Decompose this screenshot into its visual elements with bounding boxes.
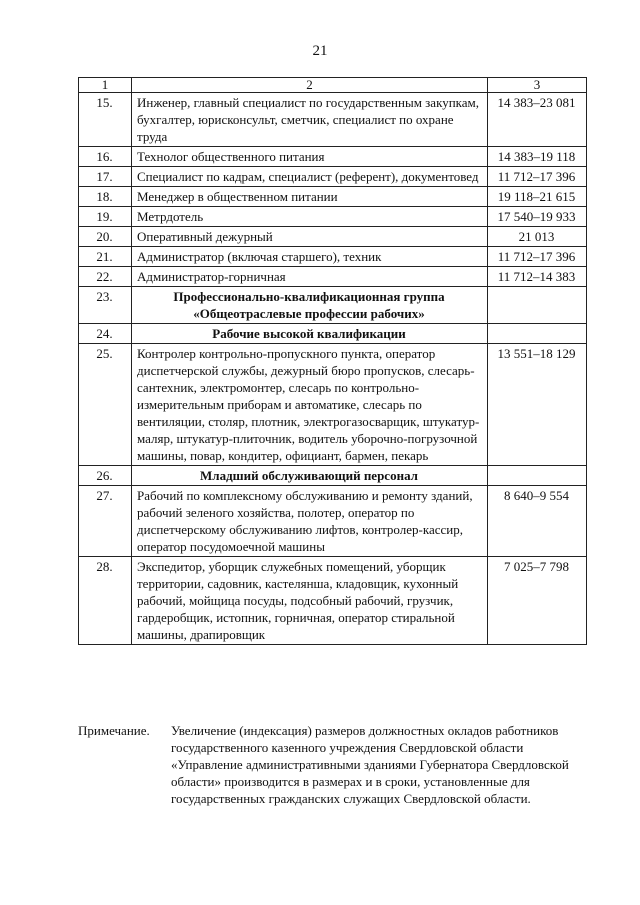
- row-number: 27.: [79, 486, 132, 557]
- salary-range: 11 712–17 396: [488, 247, 587, 267]
- salary-range: [488, 466, 587, 486]
- row-number: 18.: [79, 187, 132, 207]
- group-title: Младший обслуживающий персонал: [132, 466, 488, 486]
- salary-range: 8 640–9 554: [488, 486, 587, 557]
- row-number: 24.: [79, 324, 132, 344]
- table-row: [79, 344, 587, 466]
- table-group-row: [79, 287, 587, 324]
- row-number: 23.: [79, 287, 132, 324]
- salary-table: [78, 77, 587, 645]
- row-number: 28.: [79, 557, 132, 645]
- position-title: Метрдотель: [132, 207, 488, 227]
- column-header-number: 1: [79, 78, 132, 93]
- column-header-salary: 3: [488, 78, 587, 93]
- salary-range: 19 118–21 615: [488, 187, 587, 207]
- salary-range: 11 712–14 383: [488, 267, 587, 287]
- table-row: [79, 557, 587, 645]
- table-row: [79, 93, 587, 147]
- group-title: Профессионально-квалификационная группа «Общеотраслевые профессии рабочих»: [132, 287, 488, 324]
- note-text: Увеличение (индексация) размеров должностных окладов работников государственного казенного учреждения Свердловской области «Управление административными зданиями Губернатора Свердловской области» производится в размерах и в сроки, установленные для государственных гражданских служащих Свердловской области.: [171, 723, 569, 806]
- position-title: Администратор (включая старшего), техник: [132, 247, 488, 267]
- position-title: Технолог общественного питания: [132, 147, 488, 167]
- table-row: [79, 267, 587, 287]
- salary-range: 21 013: [488, 227, 587, 247]
- salary-range: 14 383–19 118: [488, 147, 587, 167]
- table-row: [79, 227, 587, 247]
- salary-range: 14 383–23 081: [488, 93, 587, 147]
- note-label: Примечание.: [78, 723, 150, 738]
- row-number: 19.: [79, 207, 132, 227]
- salary-range: [488, 324, 587, 344]
- row-number: 16.: [79, 147, 132, 167]
- table-row: [79, 147, 587, 167]
- position-title: Рабочий по комплексному обслуживанию и ремонту зданий, рабочий зеленого хозяйства, полотер, оператор по диспетчерскому обслуживанию лифтов, контролер-кассир, оператор посудомоечной машины: [132, 486, 488, 557]
- row-number: 22.: [79, 267, 132, 287]
- row-number: 25.: [79, 344, 132, 466]
- salary-range: 17 540–19 933: [488, 207, 587, 227]
- table-header-row: [79, 78, 587, 93]
- table-row: [79, 486, 587, 557]
- table-group-row: [79, 466, 587, 486]
- table-group-row: [79, 324, 587, 344]
- salary-range: 13 551–18 129: [488, 344, 587, 466]
- row-number: 15.: [79, 93, 132, 147]
- row-number: 21.: [79, 247, 132, 267]
- position-title: Экспедитор, уборщик служебных помещений, уборщик территории, садовник, кастелянша, кладовщик, кухонный рабочий, мойщица посуды, подсобный рабочий, грузчик, гардеробщик, истопник, горничная, оператор стиральной машины, драпировщик: [132, 557, 488, 645]
- position-title: Инженер, главный специалист по государственным закупкам, бухгалтер, юрисконсульт, сметчик, специалист по охране труда: [132, 93, 488, 147]
- group-title: Рабочие высокой квалификации: [132, 324, 488, 344]
- column-header-position: 2: [132, 78, 488, 93]
- table-row: [79, 207, 587, 227]
- position-title: Оперативный дежурный: [132, 227, 488, 247]
- position-title: Администратор-горничная: [132, 267, 488, 287]
- salary-range: 11 712–17 396: [488, 167, 587, 187]
- position-title: Контролер контрольно-пропускного пункта, оператор диспетчерской службы, дежурный бюро пропусков, слесарь-сантехник, электромонтер, слесарь по контрольно-измерительным приборам и автоматике, слесарь по вентиляции, столяр, плотник, электрогазосварщик, штукатур-маляр, штукатур-плиточник, водитель уборочно-погрузочной машины, повар, кондитер, официант, бармен, пекарь: [132, 344, 488, 466]
- row-number: 17.: [79, 167, 132, 187]
- row-number: 26.: [79, 466, 132, 486]
- table-row: [79, 187, 587, 207]
- salary-range: 7 025–7 798: [488, 557, 587, 645]
- page-number: 21: [312, 43, 328, 59]
- salary-range: [488, 287, 587, 324]
- position-title: Менеджер в общественном питании: [132, 187, 488, 207]
- table-row: [79, 167, 587, 187]
- table-row: [79, 247, 587, 267]
- position-title: Специалист по кадрам, специалист (референт), документовед: [132, 167, 488, 187]
- row-number: 20.: [79, 227, 132, 247]
